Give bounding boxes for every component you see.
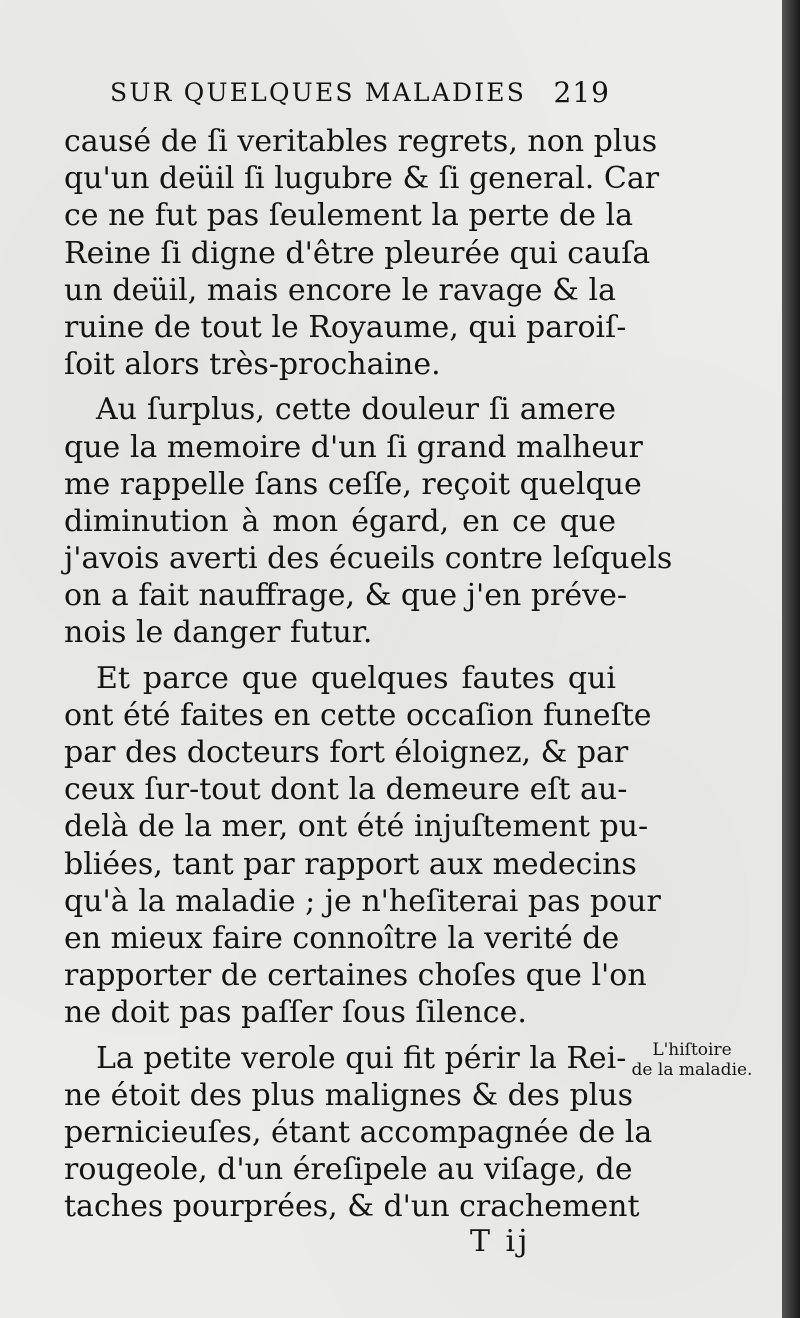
text-line: me rappelle ſans ceſſe, reçoit quelque	[64, 466, 642, 502]
paragraph-gap	[64, 652, 616, 660]
text-line: Au ſurplus, cette douleur ſi amere	[96, 392, 616, 428]
running-head	[110, 78, 610, 107]
paragraph-gap	[64, 383, 616, 391]
paragraph	[64, 1040, 653, 1226]
text-line: bliées, tant par rapport aux medecins	[64, 846, 637, 882]
running-title: SUR QUELQUES MALADIES	[110, 78, 527, 107]
margin-note-line-2: de la maladie.	[631, 1060, 753, 1080]
text-line: ruine de tout le Royaume, qui paroiſ-	[64, 309, 627, 345]
text-line: ce ne fut pas ſeulement la perte de la	[64, 198, 634, 234]
text-line: ne doit pas paſſer ſous ſilence.	[64, 995, 527, 1031]
text-line: ne étoit des plus malignes & des plus	[64, 1077, 633, 1113]
text-line: j'avois averti des écueils contre leſquels	[64, 541, 673, 577]
text-line: rougeole, d'un éreſipele au viſage, de	[64, 1152, 633, 1188]
paragraph-gap	[64, 1032, 616, 1040]
text-line: diminution à mon égard, en ce que	[64, 503, 616, 539]
text-line: on a fait nauffrage, & que j'en préve-	[64, 578, 627, 614]
text-line: delà de la mer, ont été injuſtement pu-	[64, 809, 649, 845]
text-line: ont été faites en cette occaſion funeſte	[64, 697, 652, 733]
text-line: qu'un deüil ſi lugubre & ſi general. Car	[64, 161, 660, 197]
margin-note-line-1: L'hiſtoire	[652, 1040, 732, 1060]
paragraph	[64, 123, 660, 383]
text-line: causé de ſi veritables regrets, non plus	[64, 124, 658, 159]
paragraph	[64, 660, 661, 1032]
text-line: qu'à la maladie ; je n'heſiterai pas pour	[64, 883, 661, 919]
text-line: en mieux faire connoître la verité de	[64, 920, 620, 956]
paragraph	[64, 391, 673, 651]
text-line: taches pourprées, & d'un crachement	[64, 1189, 640, 1225]
text-line: ceux ſur-tout dont la demeure eſt au-	[64, 772, 628, 808]
text-line: pernicieuſes, étant accompagnée de la	[64, 1114, 653, 1150]
body-text	[64, 123, 673, 1225]
text-line: que la memoire d'un ſi grand malheur	[64, 429, 643, 465]
page-number: 219	[553, 76, 610, 109]
text-line: La petite verole qui fit périr la Rei-	[96, 1040, 627, 1076]
text-line: Et parce que quelques fautes qui	[96, 660, 616, 696]
text-line: ſoit alors très-prochaine.	[64, 347, 441, 383]
page-edge-shadow	[782, 0, 800, 1318]
text-line: rapporter de certaines choſes que l'on	[64, 958, 647, 994]
text-line: par des docteurs fort éloignez, & par	[64, 735, 629, 770]
text-line: nois le danger futur.	[64, 615, 373, 651]
text-line: Reine ſi digne d'être pleurée qui cauſa	[64, 235, 651, 271]
text-line: un deüil, mais encore le ravage & la	[64, 272, 616, 308]
margin-note	[622, 1040, 762, 1080]
signature-mark: T ij	[470, 1224, 531, 1259]
